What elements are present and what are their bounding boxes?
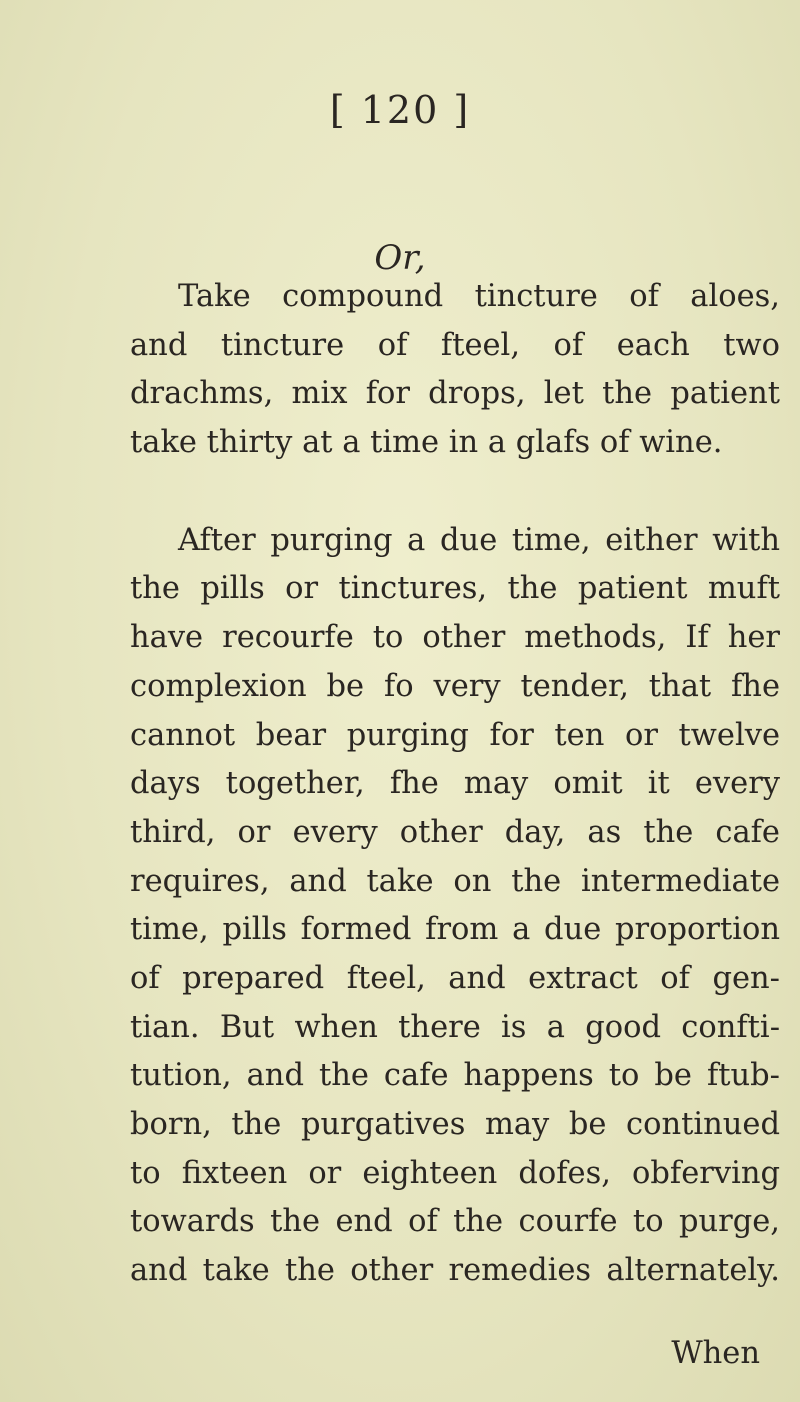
section-heading: Or,: [374, 238, 426, 278]
text-line: complexion be fo very tender, that fhe: [130, 669, 780, 704]
text-line: and take the other remedies alternately.: [130, 1253, 780, 1288]
text-line: have recourfe to other methods, If her: [130, 620, 780, 655]
text-line: requires, and take on the intermediate: [130, 864, 780, 899]
text-line: and tincture of fteel, of each two: [130, 328, 780, 363]
text-line: tution, and the cafe happens to be ftub-: [130, 1058, 780, 1093]
text-line: take thirty at a time in a glafs of wine.: [130, 425, 723, 460]
text-line: to fixteen or eighteen dofes, obferving: [130, 1156, 780, 1191]
text-line: After purging a due time, either with: [178, 523, 780, 558]
text-line: cannot bear purging for ten or twelve: [130, 718, 780, 753]
text-line: third, or every other day, as the cafe: [130, 815, 780, 850]
text-line: born, the purgatives may be continued: [130, 1107, 780, 1142]
text-line: time, pills formed from a due proportion: [130, 912, 780, 947]
text-line: towards the end of the courfe to purge,: [130, 1204, 780, 1239]
page-number: [ 120 ]: [329, 88, 471, 132]
text-line: of prepared fteel, and extract of gen-: [130, 961, 780, 996]
text-line: days together, fhe may omit it every: [130, 766, 780, 801]
text-line: Take compound tincture of aloes,: [178, 279, 780, 314]
text-line: tian. But when there is a good confti-: [130, 1010, 780, 1045]
catchword: When: [671, 1336, 760, 1371]
text-line: drachms, mix for drops, let the patient: [130, 376, 780, 411]
text-line: the pills or tinctures, the patient muft: [130, 571, 780, 606]
